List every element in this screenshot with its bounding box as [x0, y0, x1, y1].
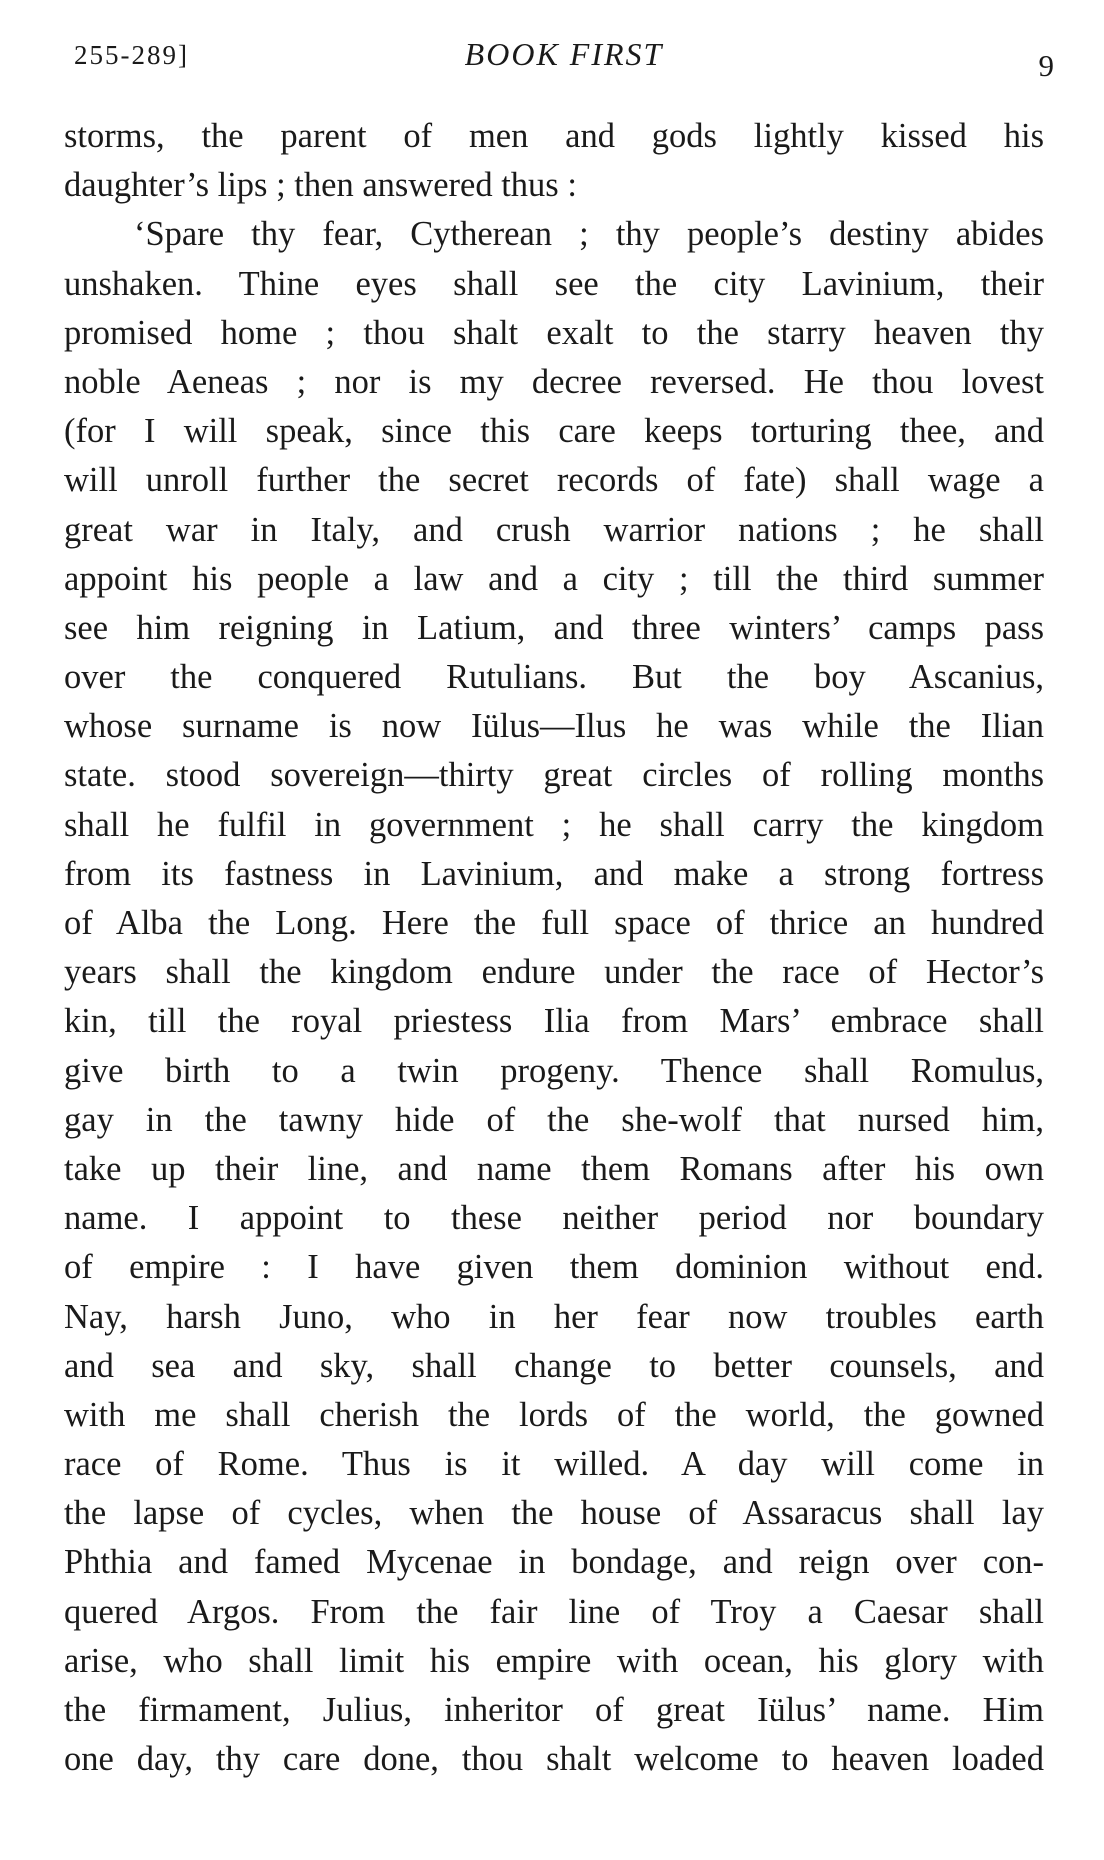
book-title: BOOK FIRST	[464, 36, 664, 72]
body-text	[64, 112, 1044, 1784]
text-line: noble Aeneas ; nor is my decree reversed. He thou lovest	[64, 362, 1044, 401]
text-line: quered Argos. From the fair line of Troy a Caesar shall	[64, 1592, 1044, 1631]
text-line: one day, thy care done, thou shalt welcome to heaven loaded	[64, 1740, 1044, 1779]
text-line: take up their line, and name them Romans after his own	[64, 1149, 1044, 1188]
text-line: of Alba the Long. Here the full space of thrice an hundred	[64, 904, 1044, 942]
text-line: kin, till the royal priestess Ilia from Mars’ embrace shall	[64, 1002, 1044, 1041]
running-head	[74, 34, 1054, 84]
text-line: gay in the tawny hide of the she-wolf that nursed him,	[64, 1100, 1044, 1139]
text-line: (for I will speak, since this care keeps torturing thee, and	[64, 412, 1044, 451]
text-line: the lapse of cycles, when the house of Assaracus shall lay	[64, 1494, 1044, 1533]
text-line: state. stood sovereign—thirty great circles of rolling months	[64, 756, 1044, 795]
text-line: see him reigning in Latium, and three winters’ camps pass	[64, 608, 1044, 647]
text-line: and sea and sky, shall change to better counsels, and	[64, 1346, 1044, 1385]
text-line: Phthia and famed Mycenae in bondage, and reign over con-	[64, 1543, 1044, 1582]
text-line: whose surname is now Iülus—Ilus he was while the Ilian	[64, 707, 1044, 746]
text-line: the firmament, Julius, inheritor of great Iülus’ name. Him	[64, 1691, 1044, 1729]
page-number: 9	[1038, 48, 1054, 83]
text-line: promised home ; thou shalt exalt to the starry heaven thy	[64, 313, 1044, 352]
text-line: years shall the kingdom endure under the race of Hector’s	[64, 953, 1044, 992]
text-line: unshaken. Thine eyes shall see the city Lavinium, their	[64, 264, 1044, 303]
text-line: race of Rome. Thus is it willed. A day will come in	[64, 1445, 1044, 1484]
text-line: daughter’s lips ; then answered thus :	[64, 166, 577, 205]
text-line: great war in Italy, and crush warrior nations ; he shall	[64, 510, 1044, 549]
text-line: Nay, harsh Juno, who in her fear now troubles earth	[64, 1297, 1044, 1336]
text-line: shall he fulfil in government ; he shall carry the kingdom	[64, 805, 1044, 844]
text-line: storms, the parent of men and gods lightly kissed his	[64, 117, 1044, 155]
text-line: with me shall cherish the lords of the world, the gowned	[64, 1395, 1044, 1434]
text-line: of empire : I have given them dominion without end.	[64, 1248, 1044, 1287]
text-line: arise, who shall limit his empire with ocean, his glory with	[64, 1641, 1044, 1680]
text-line: ‘Spare thy fear, Cytherean ; thy people’s destiny abides	[134, 215, 1044, 254]
text-line: over the conquered Rutulians. But the boy Ascanius,	[64, 658, 1044, 697]
text-line: appoint his people a law and a city ; till the third summer	[64, 559, 1044, 598]
text-line: will unroll further the secret records of fate) shall wage a	[64, 461, 1044, 500]
text-line: from its fastness in Lavinium, and make a strong fortress	[64, 854, 1044, 893]
text-line: name. I appoint to these neither period nor boundary	[64, 1199, 1044, 1238]
line-reference: 255-289]	[74, 40, 189, 70]
text-line: give birth to a twin progeny. Thence shall Romulus,	[64, 1051, 1044, 1090]
